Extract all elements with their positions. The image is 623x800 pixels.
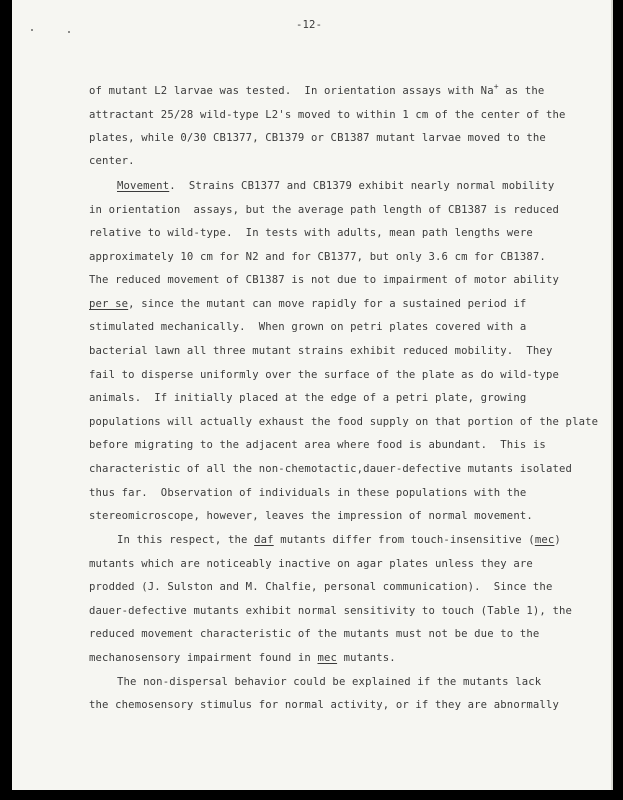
text-line-24: reduced movement characteristic of the mutants must not be due to the — [89, 628, 540, 640]
text-line-5: Movement. Strains CB1377 and CB1379 exhibit nearly normal mobility — [117, 180, 555, 192]
text-line-26: The non-dispersal behavior could be explained if the mutants lack — [117, 676, 542, 688]
text-line-27: the chemosensory stimulus for normal activity, or if they are abnormally — [89, 699, 560, 711]
text-line-17: characteristic of all the non-chemotactic,dauer-defective mutants isolated — [89, 463, 573, 475]
text-line-22: prodded (J. Sulston and M. Chalfie, personal communication). Since the — [89, 581, 553, 593]
text-line-7: relative to wild-type. In tests with adults, mean path lengths were — [89, 227, 533, 239]
heading-movement: Movement — [117, 180, 170, 192]
text-line-20: In this respect, the daf mutants differ from touch-insensitive (mec) — [117, 534, 561, 546]
text-line-3: plates, while 0/30 CB1377, CB1379 or CB1387 mutant larvae moved to the — [89, 132, 546, 144]
text-line-25: mechanosensory impairment found in mec mutants. — [89, 652, 396, 664]
text-line-2: attractant 25/28 wild-type L2's moved to within 1 cm of the center of the — [89, 109, 566, 121]
text-line-12: bacterial lawn all three mutant strains exhibit reduced mobility. They — [89, 345, 553, 357]
text-line-14: animals. If initially placed at the edge of a petri plate, growing — [89, 392, 527, 404]
text-line-4: center. — [89, 155, 135, 167]
text-line-15: populations will actually exhaust the food supply on that portion of the plate — [89, 416, 599, 428]
text-line-18: thus far. Observation of individuals in these populations with the — [89, 487, 527, 499]
text-line-19: stereomicroscope, however, leaves the impression of normal movement. — [89, 510, 533, 522]
margin-speck — [68, 31, 70, 33]
text-line-23: dauer-defective mutants exhibit normal sensitivity to touch (Table 1), the — [89, 605, 573, 617]
text-line-13: fail to disperse uniformly over the surface of the plate as do wild-type — [89, 369, 560, 381]
text-line-9: The reduced movement of CB1387 is not due to impairment of motor ability — [89, 274, 560, 286]
document-page — [12, 0, 613, 790]
text-line-1: of mutant L2 larvae was tested. In orientation assays with Na+ as the — [89, 82, 545, 97]
text-line-11: stimulated mechanically. When grown on petri plates covered with a — [89, 321, 527, 333]
text-line-6: in orientation assays, but the average path length of CB1387 is reduced — [89, 204, 560, 216]
text-line-8: approximately 10 cm for N2 and for CB1377, but only 3.6 cm for CB1387. — [89, 251, 546, 263]
text-line-21: mutants which are noticeably inactive on agar plates unless they are — [89, 558, 533, 570]
margin-speck — [31, 29, 33, 31]
text-line-16: before migrating to the adjacent area where food is abundant. This is — [89, 439, 546, 451]
text-line-10: per se, since the mutant can move rapidly for a sustained period if — [89, 298, 527, 310]
page-number: -12- — [296, 19, 323, 31]
